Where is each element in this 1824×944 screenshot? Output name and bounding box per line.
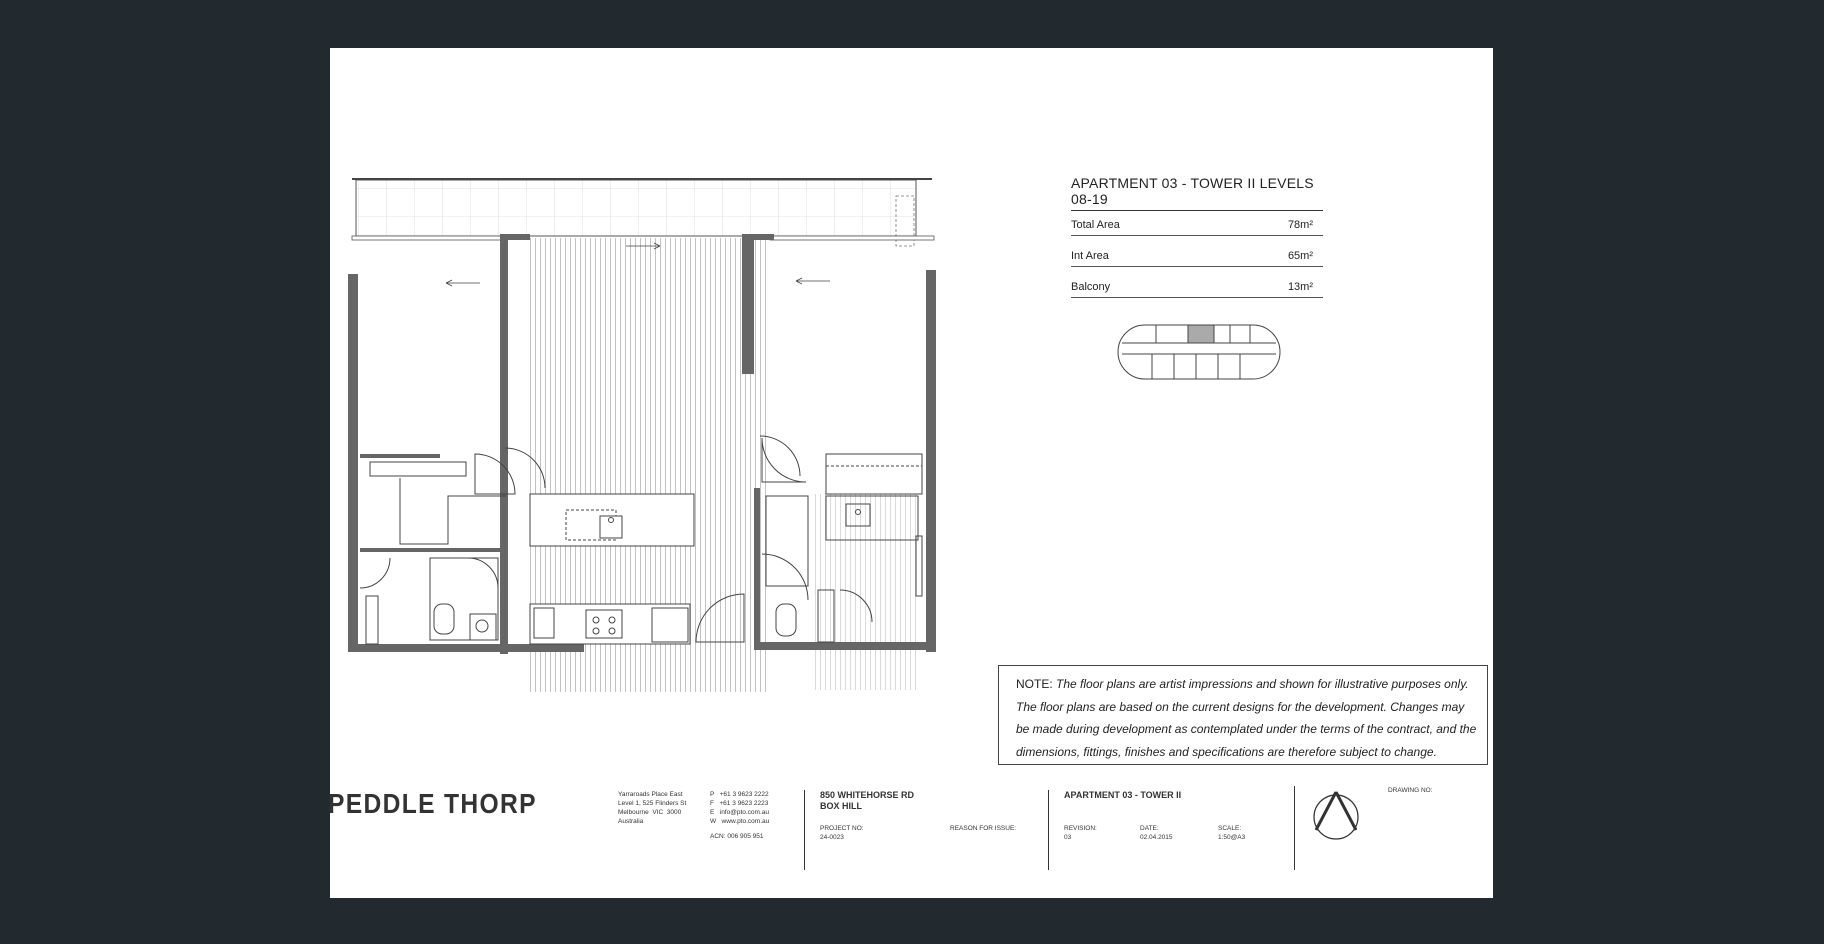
area-label: Int Area (1071, 250, 1109, 262)
site-address-line2: BOX HILL (820, 801, 862, 811)
project-no-value: 24-0023 (820, 834, 844, 841)
office-address: Yarraroads Place East Level 1, 525 Flinders St Melbourne VIC 3000 Australia (618, 791, 687, 825)
note-text: The floor plans are artist impressions and shown for illustrative purposes only. The floor plans are based on the current designs for the development. Changes may be made during development as contemplated under the terms of the contract, and the dimensions, fittings, finishes and specifications are therefore subject to change. (1016, 677, 1477, 759)
area-row-total (1071, 211, 1323, 236)
project-no-label: PROJECT NO: (820, 825, 864, 832)
bathroom-1 (360, 558, 498, 640)
sheet-title: APARTMENT 03 - TOWER II (1064, 790, 1182, 800)
area-value: 78m² (1287, 219, 1313, 231)
disclaimer-note (998, 665, 1488, 765)
revision-label: REVISION: (1064, 825, 1097, 832)
area-row-balcony (1071, 267, 1323, 298)
area-schedule (1071, 175, 1323, 298)
scale-label: SCALE: (1218, 825, 1242, 832)
office-contact: P +61 3 9623 2222 F +61 3 9623 2223 E info@pto.com.au W www.pto.com.au (710, 791, 770, 825)
date-value: 02.04.2015 (1140, 834, 1173, 841)
balcony (352, 179, 934, 246)
bedroom-1 (366, 448, 545, 644)
title-divider (1048, 790, 1049, 870)
north-arrow-icon (1314, 792, 1358, 839)
area-label: Total Area (1071, 219, 1120, 231)
revision-value: 03 (1064, 834, 1072, 841)
kitchen-island (530, 494, 694, 546)
firm-logo: PEDDLE THORP (328, 788, 537, 819)
unit-title: APARTMENT 03 - TOWER II LEVELS 08-19 (1071, 175, 1323, 211)
note-lead: NOTE: (1016, 677, 1053, 691)
title-divider (1294, 786, 1295, 870)
site-address-line1: 850 WHITEHORSE RD (820, 790, 915, 800)
title-divider (804, 790, 805, 870)
floor-plan-sheet (330, 48, 1493, 898)
scale-value: 1:50@A3 (1218, 834, 1246, 841)
reason-for-issue-label: REASON FOR ISSUE: (950, 825, 1017, 832)
acn-number: ACN: 006 905 951 (710, 833, 764, 840)
area-label: Balcony (1071, 281, 1111, 293)
ensuite-floor (812, 494, 916, 690)
area-value: 65m² (1287, 250, 1313, 262)
key-plan (1118, 325, 1280, 379)
drawing-no-label: DRAWING NO: (1388, 787, 1433, 794)
area-row-internal (1071, 236, 1323, 267)
area-value: 13m² (1287, 281, 1313, 293)
date-label: DATE: (1140, 825, 1159, 832)
